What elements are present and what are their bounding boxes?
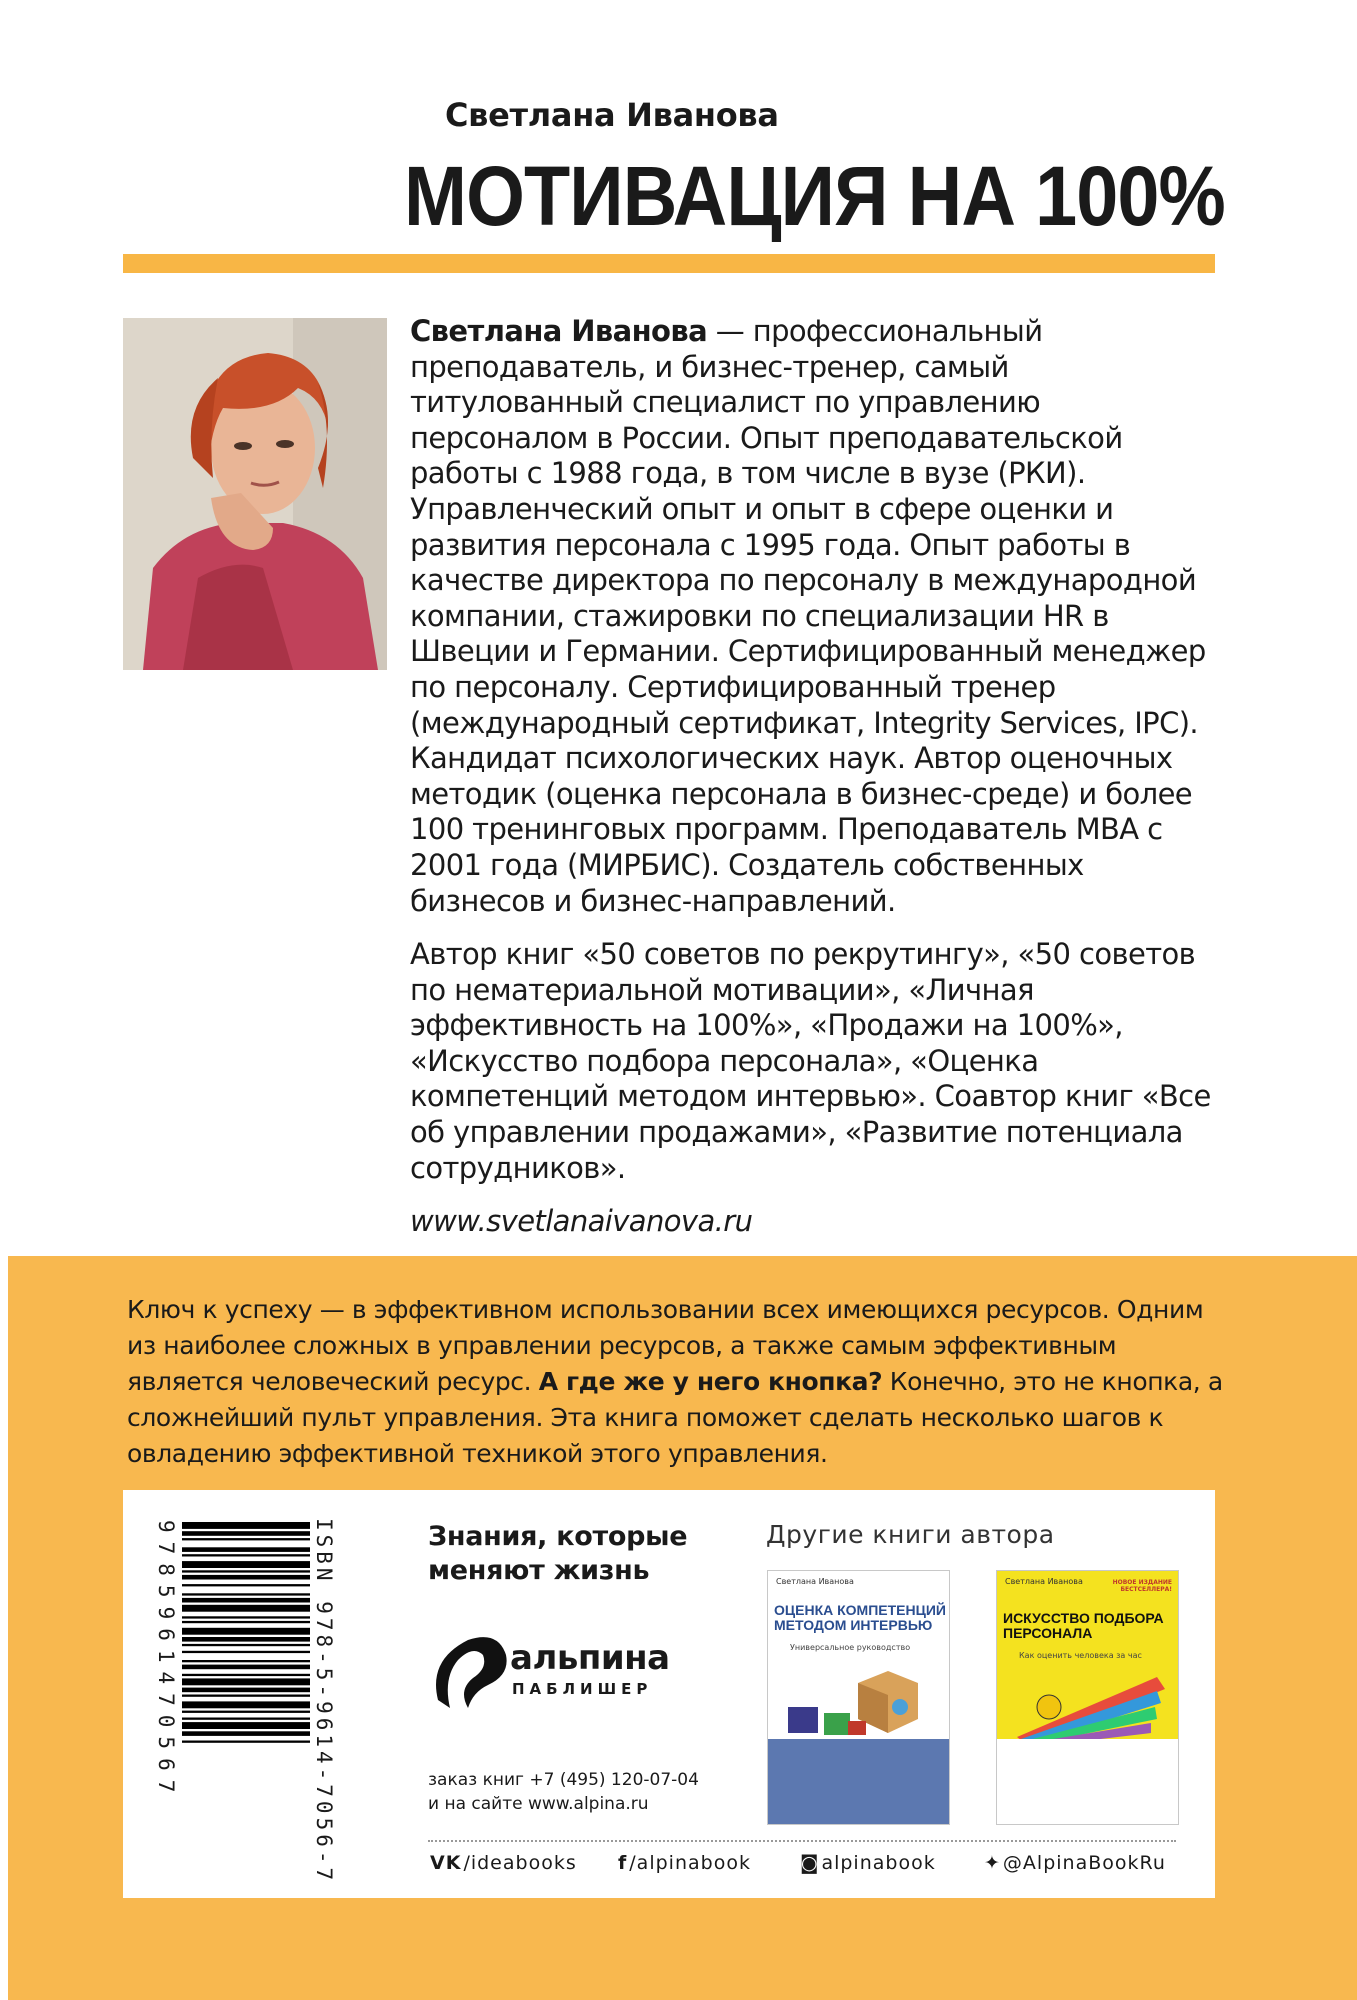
twitter-icon: ✦ — [984, 1852, 1001, 1874]
author-photo — [123, 318, 387, 670]
author-name-top: Светлана Иванова — [445, 96, 779, 134]
slogan-line-1: Знания, которые — [428, 1521, 688, 1552]
social-facebook[interactable] — [618, 1852, 751, 1874]
book2-subtitle: Как оценить человека за час — [1019, 1651, 1142, 1660]
instagram-icon: ◙ — [800, 1852, 820, 1874]
book2-badge: НОВОЕ ИЗДАНИЕ БЕСТСЕЛЛЕРА! — [1112, 1579, 1172, 1593]
book2-quote-band — [997, 1739, 1179, 1825]
book1-title: ОЦЕНКА КОМПЕТЕНЦИЙ МЕТОДОМ ИНТЕРВЬЮ — [774, 1602, 946, 1633]
social-fb-handle: /alpinabook — [629, 1852, 751, 1874]
bio-name: Светлана Иванова — [410, 314, 708, 348]
bio-text-1: — профессиональный преподаватель, и бизнес-тренер, самый титулованный специалист по управлению персоналом в России. Опыт преподавательской работы с 1988 года, в том числе в вузе (РКИ). Управленческий опыт и опыт в сфере оценки и развития персонала с 1995 года. Опыт работы в качестве директора по персоналу в международной компании, стажировки по специализации HR в Швеции и Германии. Сертифицированный менеджер по персоналу. Сертифицированный тренер (международный сертификат, Integrity Services, IPC). Кандидат психологических наук. Автор оценочных методик (оценка персонала в бизнес-среде) и более 100 тренинговых программ. Преподаватель MBA с 2001 года (МИРБИС). Создатель собственных бизнесов и бизнес-направлений. — [410, 314, 1206, 918]
book-pitch — [127, 1292, 1237, 1472]
dotted-divider — [428, 1840, 1176, 1842]
publisher-name: альпина — [510, 1638, 670, 1678]
author-website[interactable]: www.svetlanaivanova.ru — [410, 1204, 753, 1239]
social-vk[interactable] — [430, 1852, 577, 1874]
social-instagram[interactable] — [800, 1852, 936, 1874]
book1-author: Светлана Иванова — [776, 1577, 854, 1586]
orange-rule — [123, 254, 1215, 273]
social-tw-handle: @AlpinaBookRu — [1002, 1852, 1166, 1874]
book1-quote-band — [768, 1739, 950, 1825]
book2-title: ИСКУССТВО ПОДБОРА ПЕРСОНАЛА — [1003, 1610, 1164, 1641]
pitch-part-2: Конечно, это не кнопка, а сложнейший пульт управления. Эта книга поможет сделать несколько шагов к овладению эффективной техникой этого управления. — [127, 1367, 1223, 1468]
social-ig-handle: alpinabook — [821, 1852, 936, 1874]
bio-paragraph-1 — [410, 314, 1220, 919]
isbn-number: ISBN 978-5-9614-7056-7 — [312, 1518, 336, 1885]
social-vk-handle: /ideabooks — [463, 1852, 577, 1874]
book-title: МОТИВАЦИЯ НА 100% — [404, 149, 1225, 243]
publisher-slogan — [428, 1520, 687, 1588]
slogan-line-2: меняют жизнь — [428, 1555, 650, 1586]
pitch-part-1: Ключ к успеху — в эффективном использовании всех имеющихся ресурсов. Одним из наиболее сложных в управлении ресурсов, а также самым эффективным является человеческий ресурс. — [127, 1295, 1204, 1396]
other-books-title: Другие книги автора — [766, 1520, 1055, 1549]
book1-subtitle: Универсальное руководство — [790, 1643, 911, 1652]
book2-swatch-illustration — [1007, 1667, 1172, 1747]
facebook-icon: f — [618, 1852, 628, 1874]
other-book-2[interactable] — [996, 1570, 1179, 1825]
order-info — [428, 1768, 699, 1816]
left-margin-strip — [0, 1256, 8, 2000]
social-twitter[interactable] — [984, 1852, 1166, 1874]
bio-paragraph-2: Автор книг «50 советов по рекрутингу», «50 советов по нематериальной мотивации», «Личная эффективность на 100%», «Продажи на 100%», «Искусство подбора персонала», «Оценка компетенций методом интервью». Соавтор книг «Все об управлении продажами», «Развитие потенциала сотрудников». — [410, 937, 1211, 1185]
book2-author: Светлана Иванова — [1005, 1577, 1083, 1586]
order-phone: заказ книг +7 (495) 120-07-04 — [428, 1770, 699, 1790]
barcode-digits: 9785961470567 — [154, 1520, 178, 1802]
pitch-bold: А где же у него кнопка? — [538, 1367, 883, 1396]
vk-icon: VK — [430, 1852, 462, 1874]
other-book-1[interactable] — [767, 1570, 950, 1825]
publisher-sub: ПАБЛИШЕР — [512, 1680, 653, 1698]
book1-cube-illustration — [788, 1663, 928, 1739]
order-site[interactable]: и на сайте www.alpina.ru — [428, 1794, 649, 1814]
author-bio — [410, 314, 1220, 1258]
